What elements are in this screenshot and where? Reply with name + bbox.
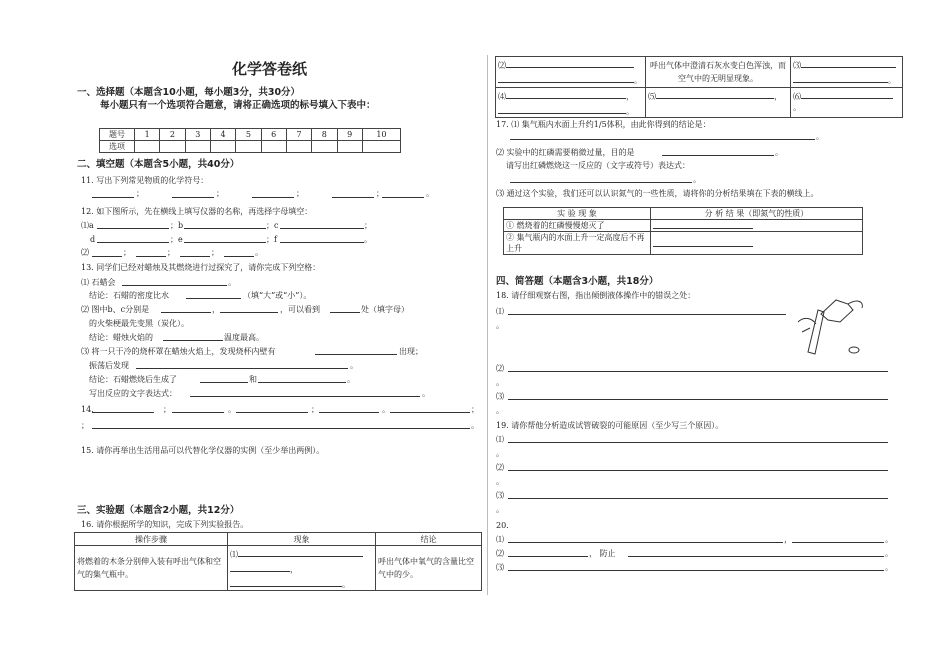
table-cell: 呼出气体中澄清石灰水变白色浑浊，而空气中的无明显现象。	[646, 57, 791, 88]
answer-blank[interactable]	[382, 197, 424, 198]
section1-heading: 一、选择题（本题含10小题，每小题3分，共30分）	[77, 87, 301, 98]
answer-cell[interactable]	[185, 141, 210, 153]
table-row	[100, 129, 401, 141]
table-cell: 8	[312, 129, 337, 141]
punct: ；	[376, 189, 384, 198]
punct: ；	[123, 248, 131, 257]
answer-blank[interactable]	[224, 256, 254, 257]
answer-blank[interactable]	[508, 442, 888, 443]
answer-blank[interactable]	[184, 242, 266, 243]
answer-blank[interactable]	[330, 312, 360, 313]
answer-blank[interactable]	[200, 382, 248, 383]
punct: ；	[81, 421, 89, 430]
answer-blank[interactable]	[258, 382, 346, 383]
q15-text: 15. 请你再举出生活用品可以代替化学仪器的实例（至少举出两例）。	[81, 446, 325, 455]
table-cell: 将燃着的木条分别伸入装有呼出气体和空气的集气瓶中。	[75, 546, 228, 591]
item-label: ⑴	[496, 535, 504, 544]
q13-text: 处（填字母）	[361, 305, 409, 314]
answer-blank[interactable]	[656, 90, 774, 99]
table-header: 操作步骤	[75, 533, 228, 546]
answer-blank[interactable]	[508, 498, 888, 499]
answer-blank[interactable]	[220, 312, 278, 313]
item-label: ⑴	[496, 307, 504, 316]
answer-blank[interactable]	[238, 548, 363, 557]
punct: ，	[626, 92, 634, 101]
punct: 。	[350, 361, 358, 370]
punct: ；	[167, 248, 175, 257]
answer-blank[interactable]	[180, 256, 210, 257]
q13-text: （填“大”或“小”）。	[243, 291, 312, 300]
q13-text: 结论：蜡烛火焰的	[89, 333, 153, 342]
q13-text: 结论：石蜡燃烧后生成了	[89, 375, 177, 384]
q12-label: ；e	[170, 235, 183, 244]
answer-blank[interactable]	[252, 197, 294, 198]
answer-cell[interactable]	[312, 141, 337, 153]
q12-label: d	[90, 235, 96, 244]
punct: ，	[784, 535, 792, 544]
section1-instruction: 每小题只有一个选项符合题意，请将正确选项的标号填入下表中：	[100, 100, 376, 111]
item-label: ⑶	[793, 61, 801, 70]
table-cell[interactable]	[646, 88, 791, 118]
q13-text: ⑴ 石蜡会	[81, 278, 116, 287]
item-label: ⑷	[498, 92, 506, 101]
answer-blank[interactable]	[136, 256, 166, 257]
answer-blank[interactable]	[280, 242, 364, 243]
punct: ，	[774, 92, 782, 101]
table-header: 分 析 结 果（即氮气的性质）	[651, 208, 863, 220]
punct: 。	[496, 406, 504, 415]
conclusion-cell[interactable]	[791, 57, 903, 88]
pouring-liquid-illustration	[788, 292, 870, 358]
punct: 。	[426, 189, 434, 198]
answer-cell[interactable]	[286, 141, 311, 153]
punct: 。	[496, 378, 504, 387]
item-label: ⑶	[496, 563, 504, 572]
phenomenon-cell[interactable]	[496, 57, 646, 88]
q12-label: ；b	[170, 221, 184, 230]
table-cell: 4	[210, 129, 235, 141]
answer-cell[interactable]	[160, 141, 185, 153]
q12-label: ⑵	[81, 248, 89, 257]
punct: ；	[311, 405, 319, 414]
q13-text: ⑶ 将一只干冷的烧杯罩在蜡烛火焰上，发现烧杯内壁有	[81, 347, 276, 356]
analysis-cell[interactable]	[651, 232, 863, 255]
q20-label: 20.	[496, 521, 509, 530]
punct: 。	[255, 248, 263, 257]
punct: 。	[364, 235, 372, 244]
punct: 。	[382, 405, 390, 414]
punct: 。	[471, 421, 479, 430]
nitrogen-property-table	[503, 207, 863, 255]
q13-text: ，可以看到	[280, 305, 320, 314]
punct: 。	[347, 375, 355, 384]
q17-text: 17. ⑴ 集气瓶内水面上升约1/5体积，由此你得到的结论是：	[496, 120, 711, 129]
answer-blank[interactable]	[172, 412, 224, 413]
answer-blank[interactable]	[653, 238, 753, 247]
answer-blank[interactable]	[508, 470, 888, 471]
answer-cell[interactable]	[210, 141, 235, 153]
table-cell: 呼出气体中氧气的含量比空气中的少。	[376, 546, 482, 591]
punct: 。	[496, 321, 504, 330]
q13-text: ⑵ 图中b、c分别是	[81, 305, 150, 314]
punct: 。	[693, 175, 701, 184]
table-row	[496, 88, 903, 118]
table-cell: ① 燃烧着的红磷慢慢熄灭了	[504, 220, 651, 232]
answer-blank[interactable]	[230, 578, 342, 587]
answer-blank[interactable]	[510, 182, 692, 183]
answer-blank[interactable]	[793, 74, 888, 83]
punct: 。	[885, 549, 893, 558]
table-row	[496, 57, 903, 88]
answer-blank[interactable]	[236, 412, 308, 413]
table-cell[interactable]	[791, 88, 903, 118]
punct: 。	[634, 76, 642, 85]
punct: 。	[775, 148, 783, 157]
hand-outline	[798, 318, 816, 324]
table-cell: ② 集气瓶内的水面上升一定高度后不再上升	[504, 232, 651, 255]
table-cell: 9	[337, 129, 362, 141]
punct: 。	[228, 278, 236, 287]
q13-text: 结论：石蜡的密度比水	[89, 291, 169, 300]
answer-blank[interactable]	[97, 228, 169, 229]
bottle-stopper	[849, 347, 859, 353]
item-label: ⑶	[496, 491, 504, 500]
q16-text: 16. 请你根据所学的知识，完成下列实验报告。	[81, 520, 249, 529]
answer-blank[interactable]	[662, 155, 774, 156]
table-header: 实 验 现 象	[504, 208, 651, 220]
answer-cell[interactable]	[236, 141, 261, 153]
punct: 。	[885, 535, 893, 544]
answer-blank[interactable]	[506, 59, 634, 68]
choice-answer-table	[99, 128, 401, 153]
item-label: ⑵	[496, 549, 504, 558]
punct: ，	[212, 305, 220, 314]
item-label: ⑶	[496, 392, 504, 401]
answer-cell[interactable]	[337, 141, 362, 153]
q13-text: 出现；	[399, 347, 423, 356]
table-header: 结论	[376, 533, 482, 546]
punct: 。	[228, 405, 236, 414]
answer-blank[interactable]	[508, 570, 884, 571]
table-header: 现象	[228, 533, 376, 546]
answer-blank[interactable]	[390, 412, 470, 413]
table-cell: 10	[362, 129, 400, 141]
answer-blank[interactable]	[184, 228, 266, 229]
punct: 。	[626, 107, 634, 116]
analysis-cell[interactable]	[651, 220, 863, 232]
table-cell: 3	[185, 129, 210, 141]
q13-text: 13. 同学们已经对蜡烛及其燃烧进行过探究了，请你完成下列空格：	[81, 263, 321, 272]
punct: 。	[816, 132, 824, 141]
test-tube	[808, 310, 824, 354]
q17-text: ⑵ 实验中的红磷需要稍微过量，目的是	[496, 148, 635, 157]
phenomenon-cell[interactable]	[228, 546, 376, 591]
reagent-bottle	[821, 300, 853, 322]
table-row	[504, 220, 863, 232]
item-label: ⑵	[496, 364, 504, 373]
answer-blank[interactable]	[792, 542, 884, 543]
answer-blank[interactable]	[508, 399, 888, 400]
answer-blank[interactable]	[508, 371, 888, 372]
table-cell: 选项	[100, 141, 135, 153]
q13-text: 振荡后发现	[89, 361, 129, 370]
section3-heading: 三、实验题（本题含2小题，共12分）	[77, 505, 240, 516]
q13-text: 温度最高。	[224, 333, 264, 342]
q13-text: 的火柴梗最先变黑（炭化）。	[89, 319, 189, 328]
section4-heading: 四、简答题（本题含3小题，共18分）	[496, 276, 659, 287]
answer-blank[interactable]	[92, 256, 122, 257]
item-label: ⑸	[648, 92, 656, 101]
answer-blank[interactable]	[97, 242, 169, 243]
punct: ；	[136, 189, 144, 198]
q17-text: ⑶ 通过这个实验，我们还可以认识氮气的一些性质，请将你的分析结果填在下表的横线上。	[496, 189, 819, 198]
answer-blank[interactable]	[172, 197, 214, 198]
table-row	[504, 232, 863, 255]
punct: ；	[211, 248, 219, 257]
table-cell: 2	[160, 129, 185, 141]
answer-blank[interactable]	[186, 298, 241, 299]
item-label: ⑵	[496, 463, 504, 472]
punct: ；	[296, 189, 304, 198]
punct: 。	[422, 389, 430, 398]
answer-blank[interactable]	[319, 412, 379, 413]
answer-blank[interactable]	[122, 285, 227, 286]
answer-blank[interactable]	[315, 354, 397, 355]
answer-blank[interactable]	[510, 139, 815, 140]
answer-blank[interactable]	[498, 74, 634, 83]
table-cell: 6	[261, 129, 286, 141]
q12-label: ⑴a	[81, 221, 94, 230]
item-label: ⑹	[793, 92, 801, 101]
q20-text: ， 防止	[589, 549, 616, 558]
answer-cell[interactable]	[135, 141, 160, 153]
punct: ，	[290, 565, 298, 574]
answer-blank[interactable]	[92, 197, 134, 198]
answer-blank[interactable]	[653, 220, 753, 229]
punct: 。	[342, 580, 350, 589]
answer-blank[interactable]	[230, 563, 290, 572]
table-cell: 5	[236, 129, 261, 141]
answer-blank[interactable]	[508, 556, 588, 557]
punct: ；	[364, 221, 372, 230]
punct: ；	[216, 189, 224, 198]
punct: 。	[496, 477, 504, 486]
table-row	[75, 546, 482, 591]
answer-blank[interactable]	[280, 228, 364, 229]
column-divider	[487, 55, 488, 595]
answer-blank[interactable]	[628, 556, 884, 557]
answer-blank[interactable]	[161, 312, 211, 313]
q11-text: 11. 写出下列常见物质的化学符号：	[81, 176, 209, 185]
q12-label: ；c	[266, 221, 279, 230]
answer-blank[interactable]	[508, 542, 783, 543]
q12-text: 12. 如下图所示，先在横线上填写仪器的名称，再选择字母填空：	[81, 207, 313, 216]
answer-blank[interactable]	[506, 90, 626, 99]
punct: ；	[163, 405, 171, 414]
item-label: ⑴	[230, 550, 238, 559]
answer-blank[interactable]	[136, 368, 348, 369]
table-cell: 1	[135, 129, 160, 141]
punct: 。	[496, 449, 504, 458]
section2-heading: 二、填空题（本题含5小题，共40分）	[77, 159, 240, 170]
table-row	[100, 141, 401, 153]
answer-blank[interactable]	[508, 314, 786, 315]
answer-blank[interactable]	[801, 90, 893, 99]
q14-label: 14.	[81, 405, 94, 414]
answer-cell[interactable]	[261, 141, 286, 153]
table-cell: 题号	[100, 129, 135, 141]
punct: 。	[885, 563, 893, 572]
q13-text: 和	[249, 375, 257, 384]
item-label: ⑵	[498, 61, 506, 70]
punct: 。	[496, 505, 504, 514]
answer-blank[interactable]	[92, 428, 470, 429]
punct: ；	[471, 405, 479, 414]
answer-blank[interactable]	[332, 197, 374, 198]
experiment-report-table	[74, 532, 482, 591]
q12-label: ；f	[266, 235, 277, 244]
answer-blank[interactable]	[163, 340, 223, 341]
q13-text: 写出反应的文字表达式：	[89, 389, 177, 398]
table-cell: 7	[286, 129, 311, 141]
punct: 。	[793, 103, 801, 112]
page-title: 化学答卷纸	[232, 60, 308, 78]
table-row	[504, 208, 863, 220]
item-label: ⑴	[496, 435, 504, 444]
punct: 。	[888, 76, 896, 85]
answer-blank[interactable]	[801, 59, 896, 68]
q17-text: 请写出红磷燃烧这一反应的（文字或符号）表达式：	[506, 161, 690, 170]
table-row	[75, 533, 482, 546]
answer-blank[interactable]	[190, 396, 420, 397]
q19-text: 19. 请你帮他分析造成试管破裂的可能原因（至少写三个原因）。	[496, 421, 724, 430]
q18-text: 18. 请仔细观察右图，指出倾倒液体操作中的错误之处：	[496, 291, 696, 300]
experiment-report-table-continued	[495, 56, 903, 118]
finger-outline	[802, 328, 810, 332]
answer-blank[interactable]	[498, 105, 626, 114]
phenomenon-cell[interactable]	[496, 88, 646, 118]
answer-cell[interactable]	[362, 141, 400, 153]
answer-blank[interactable]	[92, 412, 154, 413]
